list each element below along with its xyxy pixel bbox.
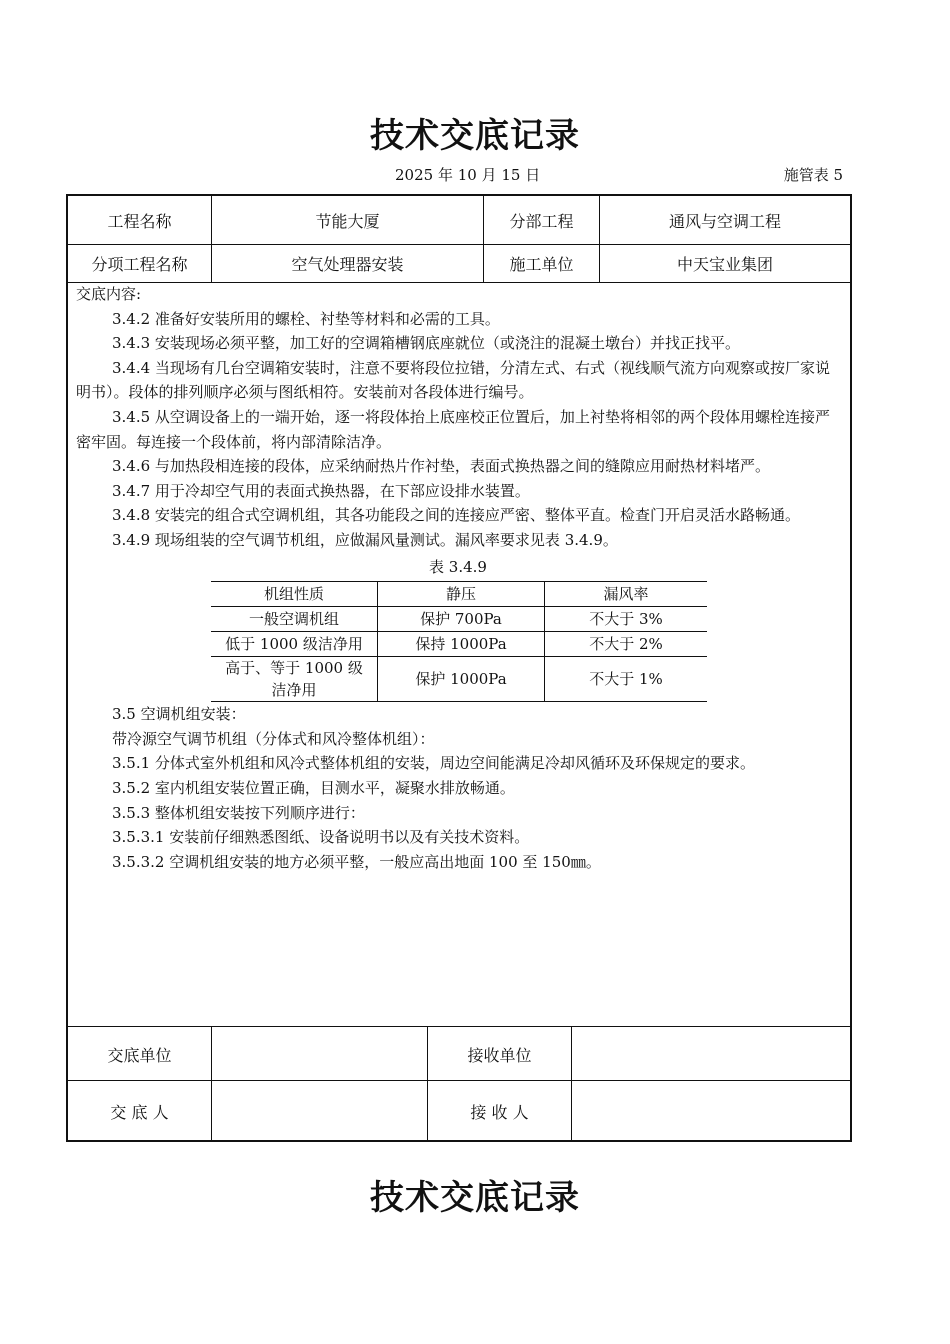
contractor-label: 施工单位 (484, 244, 600, 282)
table-cell: 保持 1000Pa (378, 632, 545, 657)
content-paragraph: 3.5.3 整体机组安装按下列顺序进行： (112, 803, 365, 822)
record-form (66, 194, 852, 1142)
form-number: 施管表 5 (783, 166, 843, 184)
table-cell: 不大于 2% (545, 632, 708, 657)
content-area (68, 282, 850, 1026)
content-paragraph: 3.5.2 室内机组安装位置正确，目测水平，凝聚水排放畅通。 (112, 778, 515, 797)
receiver-unit-field[interactable] (572, 1027, 850, 1081)
issuer-person-field[interactable] (212, 1081, 428, 1141)
table-header: 静压 (378, 582, 545, 607)
content-paragraph: 3.5.3.2 空调机组安装的地方必须平整，一般应高出地面 100 至 150㎜。 (112, 852, 601, 871)
date-text: 2025 年 10 月 15 日 (395, 166, 541, 184)
content-heading: 交底内容: (76, 285, 142, 303)
content-paragraph: 3.4.6 与加热段相连接的段体，应采纳耐热片作衬垫，表面式换热器之间的缝隙应用耐热材料堵严。 (112, 457, 770, 476)
subitem-label: 分项工程名称 (68, 244, 212, 282)
receiver-person-field[interactable] (572, 1081, 850, 1141)
header-row-project (68, 196, 850, 245)
table-row (211, 632, 707, 657)
contractor-value: 中天宝业集团 (676, 254, 773, 274)
table-cell: 一般空调机组 (211, 607, 378, 632)
table-caption: 表 3.4.9 (429, 557, 487, 576)
division-value: 通风与空调工程 (668, 211, 781, 231)
content-paragraph: 3.4.4 当现场有几台空调箱安装时，注意不要将段位拉错，分清左式、右式（视线顺气流方向观察或按厂家说明书）。段体的排列顺序必须与图纸相符。安装前对各段体进行编号。 (76, 358, 830, 402)
next-page-title: 技术交底记录 (370, 1178, 580, 1218)
table-cell: 保护 1000Pa (378, 657, 545, 702)
receiver-person-label: 接 收 人 (428, 1081, 572, 1141)
page-title: 技术交底记录 (370, 116, 580, 156)
content-paragraph: 3.4.9 现场组装的空气调节机组，应做漏风量测试。漏风率要求见表 3.4.9。 (112, 530, 618, 549)
division-label: 分部工程 (484, 196, 600, 244)
table-header: 漏风率 (545, 582, 708, 607)
subitem-value: 空气处理器安装 (212, 244, 484, 282)
table-row (211, 607, 707, 632)
content-paragraph: 3.4.3 安装现场必须平整，加工好的空调箱槽钢底座就位（或浇注的混凝土墩台）并找正找平。 (112, 334, 740, 353)
project-label: 工程名称 (68, 196, 212, 244)
content-paragraph: 3.4.2 准备好安装所用的螺栓、衬垫等材料和必需的工具。 (112, 309, 500, 328)
table-header: 机组性质 (211, 582, 378, 607)
project-value: 节能大厦 (212, 196, 484, 244)
receiver-unit-label: 接收单位 (428, 1027, 572, 1081)
footer-row-person (68, 1080, 850, 1141)
leakage-table (211, 581, 707, 702)
table-cell: 不大于 1% (545, 657, 708, 702)
table-cell: 保护 700Pa (378, 607, 545, 632)
header-row-subitem (68, 244, 850, 283)
table-cell: 不大于 3% (545, 607, 708, 632)
content-paragraph: 3.4.7 用于冷却空气用的表面式换热器，在下部应设排水装置。 (112, 481, 530, 500)
table-header-row (211, 582, 707, 607)
content-paragraph: 带冷源空气调节机组（分体式和风冷整体机组）： (112, 729, 435, 748)
table-row (211, 657, 707, 702)
issuer-person-label: 交 底 人 (68, 1081, 212, 1141)
content-paragraph: 3.5.1 分体式室外机组和风冷式整体机组的安装，周边空间能满足冷却风循环及环保规定的要求。 (112, 754, 755, 773)
content-paragraph: 3.5 空调机组安装： (112, 705, 246, 724)
issuer-unit-field[interactable] (212, 1027, 428, 1081)
table-cell: 低于 1000 级洁净用 (211, 632, 378, 657)
content-paragraph: 3.5.3.1 安装前仔细熟悉图纸、设备说明书以及有关技术资料。 (112, 828, 530, 847)
content-paragraph: 3.4.5 从空调设备上的一端开始，逐一将段体抬上底座校正位置后，加上衬垫将相邻的两个段体用螺栓连接严密牢固。每连接一个段体前，将内部清除洁净。 (76, 407, 830, 451)
issuer-unit-label: 交底单位 (68, 1027, 212, 1081)
content-paragraph: 3.4.8 安装完的组合式空调机组，其各功能段之间的连接应严密、整体平直。检查门开启灵活水路畅通。 (112, 506, 800, 525)
footer-row-unit (68, 1026, 850, 1081)
table-cell: 高于、等于 1000 级洁净用 (211, 657, 378, 702)
